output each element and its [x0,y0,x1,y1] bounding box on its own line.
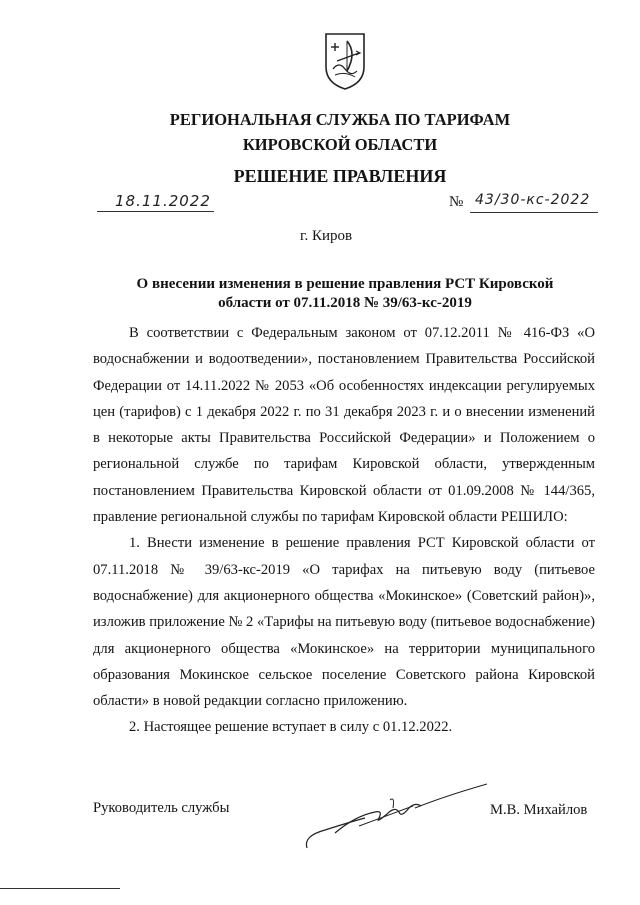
item-1-paragraph: 1. Внести изменение в решение правления РСТ Кировской области от 07.11.2018 № 39/63-кс-2019 «О тарифах на питьевую воду (питьевое водоснабжение) для акционерного общества «Мокинское» (Советский район)», изложив приложение № 2 «Тарифы на питьевую воду (питьевое водоснабжение) для акционерного общества «Мокинское» на территории муниципального образования Мокинское сельское поселение Советского района Кировской области» в новой редакции согласно приложению. [93,535,595,710]
number-underline [470,212,598,213]
document-date-value: 18.11.2022 [115,192,211,210]
preamble-paragraph: В соответствии с Федеральным законом от 07.12.2011 № 416-ФЗ «О водоснабжении и водоотведении», постановлением Правительства Российской Федерации от 14.11.2022 № 2053 «Об особенностях индексации регулируемых цен (тарифов) с 1 декабря 2022 г. по 31 декабря 2023 г. и о внесении изменений в некоторые акты Правительства Российской Федерации» и Положением о региональной службе по тарифам Кировской области, утвержденным постановлением Правительства Кировской области от 01.09.2008 № 144/365, правление региональной службы по тарифам Кировской области РЕШИЛО: [93,325,595,526]
signer-role: Руководитель службы [93,800,230,816]
item-2-paragraph: 2. Настоящее решение вступает в силу с 01.12.2022. [129,719,453,736]
city: г. Киров [300,228,353,244]
kirov-coat-of-arms-icon [323,31,367,91]
number-label: № [449,194,464,210]
document-body [93,320,595,741]
document-title-line2: области от 07.11.2018 № 39/63-кс-2019 [218,295,472,311]
document-type: РЕШЕНИЕ ПРАВЛЕНИЯ [233,166,447,186]
date-underline [97,211,214,212]
document-title-line1: О внесении изменения в решение правления РСТ Кировской [136,276,554,292]
document-number: 43/30-кс-2022 [475,192,591,208]
footer-divider [0,888,120,889]
signer-name: М.В. Михайлов [490,802,588,818]
handwritten-signature-icon [295,778,495,858]
document-title [120,275,570,313]
organization-name-line2: КИРОВСКОЙ ОБЛАСТИ [242,135,438,154]
organization-name-line1: РЕГИОНАЛЬНАЯ СЛУЖБА ПО ТАРИФАМ [169,110,511,129]
document-date [97,192,214,214]
